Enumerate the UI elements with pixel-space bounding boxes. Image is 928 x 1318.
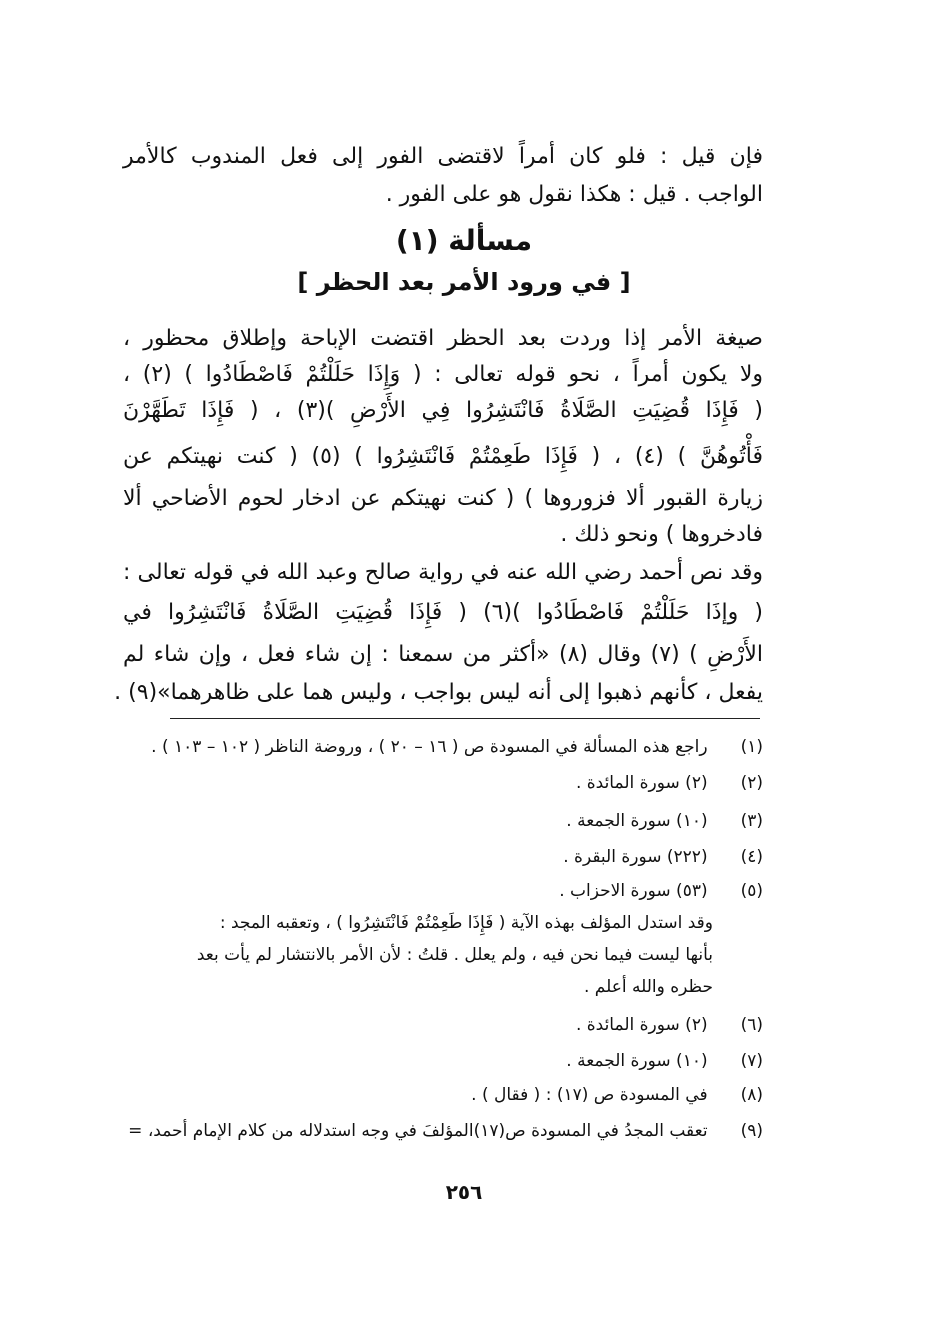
text-line: زيارة القبور ألا فزوروها ) ( كنت نهيتكم عن ادخار لحوم الأضاحي ألا [123,486,763,511]
footnote-text: (٥٣) سورة الاحزاب . [559,881,708,901]
footnote-divider [170,718,760,719]
footnote-continuation: حظره والله أعلم . [583,977,713,997]
footnote-continuation: وقد استدل المؤلف بهذه الآية ( فَإِذَا طَعِمْتُمْ فَانْتَشِرُوا ) ، وتعقبه المجد : [219,913,713,933]
footnote-text: (١٠) سورة الجمعة . [566,811,708,831]
footnote-text: راجع هذه المسألة في المسودة ص ( ١٦ – ٢٠ ) ، وروضة الناظر ( ١٠٢ – ١٠٣ ) . [151,737,708,757]
text-line: ولا يكون أمراً ، نحو قوله تعالى : ( وَإِذَا حَلَلْتُمْ فَاصْطَادُوا ) (٢) ، [123,362,764,387]
text-line: يفعل ، كأنهم ذهبوا إلى أنه ليس بواجب ، وليس هما على ظاهرهما»(٩) . [114,680,763,705]
text-line: فإن قيل : فلو كان أمراً لاقتضى الفور إلى فعل المندوب كالأمر [123,144,763,169]
text-line: فَأْتُوهُنَّ ) (٤) ، ( فَإِذَا طَعِمْتُمْ فَانْتَشِرُوا ) (٥) ( كنت نهيتكم عن [123,444,764,469]
footnote [123,768,763,798]
footnote-number: (٢) [740,773,763,793]
text-line: صيغة الأمر إذا وردت بعد الحظر اقتضت الإباحة وإطلاق محظور ، [123,326,763,351]
footnote-number: (٩) [740,1121,763,1141]
footnote [123,842,763,872]
footnote-number: (٨) [740,1085,763,1105]
footnote [123,1080,763,1110]
footnote [123,1046,763,1076]
footnote-number: (٣) [740,811,763,831]
footnote-number: (٦) [740,1015,763,1035]
page-number: ٢٥٦ [445,1180,483,1204]
footnote [123,1010,763,1040]
text-line: فادخروها ) ونحو ذلك . [560,522,763,547]
text-line: الأَرْضِ ) (٧) وقال (٨) «أكثر من سمعنا : إن شاء فعل ، وإن شاء لم [123,642,763,667]
footnote-text: (٢) سورة المائدة . [575,773,708,793]
footnote-continuation: بأنها ليست فيما نحن فيه ، ولم يعلل . قلتُ : لأن الأمر بالانتشار لم يأت بعد [196,945,713,965]
footnote [123,876,763,906]
footnote-text: (٢) سورة المائدة . [575,1015,708,1035]
text-line: ( فَإِذَا قُضِيَتِ الصَّلَاةُ فَانْتَشِرُوا فِي الأَرْضِ )(٣) ، ( فَإِذَا تَطَهَّرْنَ [123,398,763,423]
footnote-text: (١٠) سورة الجمعة . [566,1051,708,1071]
footnote [123,806,763,836]
footnote-number: (١) [740,737,763,757]
text-line: الواجب . قيل : هكذا نقول هو على الفور . [385,182,763,207]
footnote-text: في المسودة ص (١٧) : ( فقال ) . [471,1085,708,1105]
footnote [123,1116,763,1146]
text-line: ( وإذَا حَلَلْتُمْ فَاصْطَادُوا )(٦) ( فَإِذَا قُضِيَتِ الصَّلَاةُ فَانْتَشِرُوا في [123,600,763,625]
section-subtitle: [ في ورود الأمر بعد الحظر ] [297,268,631,296]
footnote-number: (٤) [740,847,763,867]
text-line: وقد نص أحمد رضي الله عنه في رواية صالح وعبد الله في قوله تعالى : [123,560,763,585]
footnote [123,732,763,762]
footnote-text: تعقب المجدُ في المسودة ص(١٧)المؤلفَ في وجه استدلاله من كلام الإمام أحمد، = [128,1121,708,1141]
footnote-number: (٥) [740,881,763,901]
footnote-text: (٢٢٢) سورة البقرة . [563,847,708,867]
footnote-number: (٧) [740,1051,763,1071]
section-title: مسألة (١) [395,224,533,257]
